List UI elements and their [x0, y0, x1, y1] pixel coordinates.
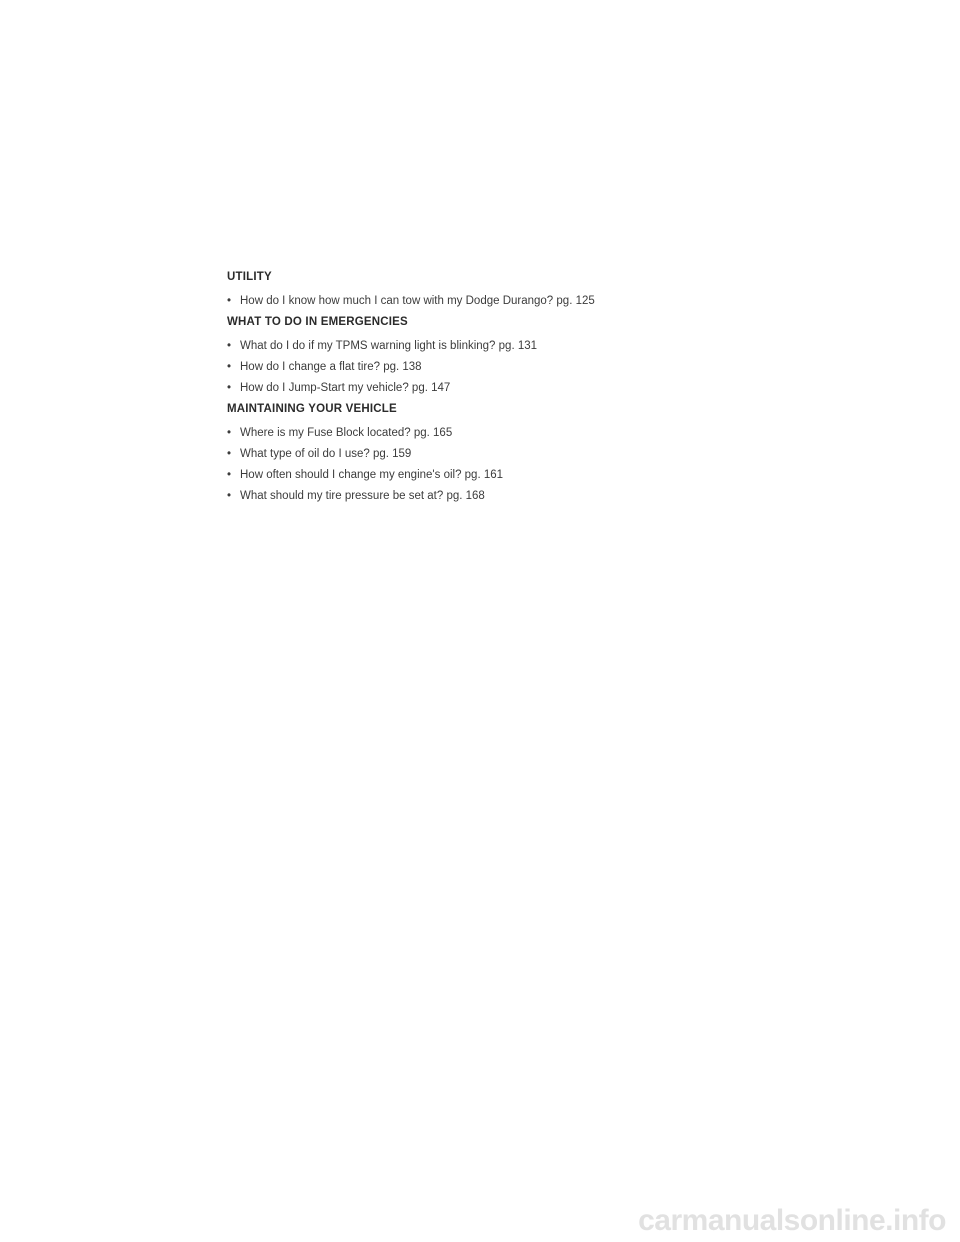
- section-heading: MAINTAINING YOUR VEHICLE: [227, 403, 397, 415]
- list-item: [227, 467, 867, 483]
- section-maintaining: [227, 401, 867, 504]
- bullet-icon: •: [227, 382, 232, 394]
- list-item: [227, 446, 867, 462]
- bullet-icon: •: [227, 469, 232, 481]
- list-item: [227, 380, 867, 396]
- list-item: [227, 338, 867, 354]
- list-item-text: What should my tire pressure be set at? pg. 168: [240, 490, 485, 502]
- section-heading: UTILITY: [227, 271, 272, 283]
- bullet-icon: •: [227, 340, 232, 352]
- section-utility: [227, 269, 867, 309]
- bullet-icon: •: [227, 490, 232, 502]
- section-heading: WHAT TO DO IN EMERGENCIES: [227, 316, 408, 328]
- list-item-text: What type of oil do I use? pg. 159: [240, 448, 412, 460]
- bullet-icon: •: [227, 448, 232, 460]
- list-item-text: How do I Jump-Start my vehicle? pg. 147: [240, 382, 451, 394]
- section-emergencies: [227, 314, 867, 396]
- list-item: [227, 425, 867, 441]
- bullet-icon: •: [227, 427, 232, 439]
- bullet-icon: •: [227, 295, 232, 307]
- list-item-text: How do I know how much I can tow with my Dodge Durango? pg. 125: [240, 295, 595, 307]
- watermark: carmanualsonline.info: [638, 1204, 946, 1237]
- list-item-text: How do I change a flat tire? pg. 138: [240, 361, 422, 373]
- bullet-icon: •: [227, 361, 232, 373]
- list-item-text: Where is my Fuse Block located? pg. 165: [240, 427, 453, 439]
- list-item-text: What do I do if my TPMS warning light is blinking? pg. 131: [240, 340, 538, 352]
- faq-content: [227, 269, 867, 509]
- list-item-text: How often should I change my engine's oil? pg. 161: [240, 469, 504, 481]
- list-item: [227, 293, 867, 309]
- list-item: [227, 488, 867, 504]
- list-item: [227, 359, 867, 375]
